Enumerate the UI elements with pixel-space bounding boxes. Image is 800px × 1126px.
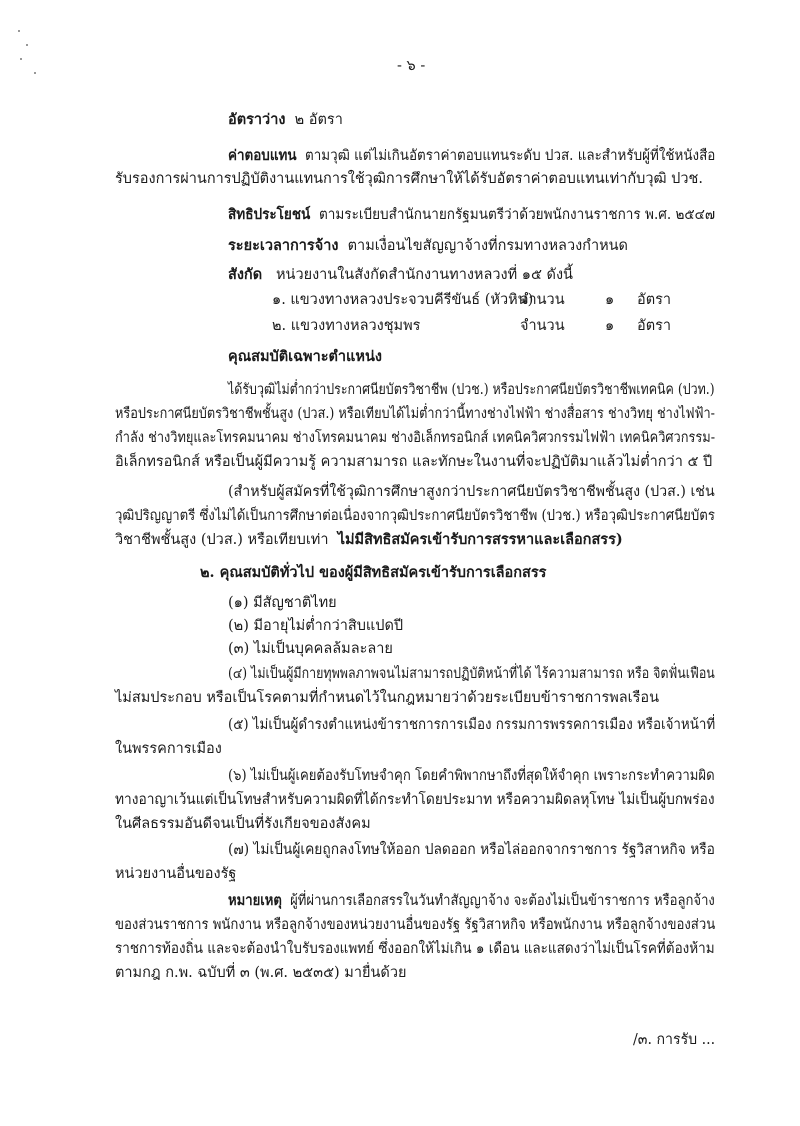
compensation-text-cont: รับรองการผ่านการปฏิบัติงานแทนการใช้วุฒิการศึกษาให้ได้รับอัตราค่าตอบแทนเท่ากับวุฒิ ปวช. [115,171,703,187]
benefits-line [228,205,715,225]
qualification-item: (๖) ไม่เป็นผู้เคยต้องรับโทษจำคุก โดยคำพิพากษาถึงที่สุดให้จำคุก เพราะกระทำความผิด [228,768,715,784]
qualification-item: (๒) มีอายุไม่ต่ำกว่าสิบแปดปี [228,618,404,634]
employment-period-line [228,236,628,256]
qualification-item-cont: หน่วยงานอื่นของรัฐ [115,866,237,882]
affiliation-unit-count-label: จำนวน [520,318,565,334]
benefits-text: ตามระเบียบสำนักนายกรัฐมนตรีว่าด้วยพนักงานราชการ พ.ศ. ๒๕๔๗ [318,207,716,223]
paragraph-line: วุฒิปริญญาตรี ซึ่งไม่ได้เป็นการศึกษาต่อเนื่องจากวุฒิประกาศนียบัตรวิชาชีพ (ปวช.) หรือวุฒิประกาศนียบัตร [115,508,715,524]
affiliation-unit-name: ๒. แขวงทางหลวงชุมพร [272,318,421,334]
benefits-label: สิทธิประโยชน์ [228,206,311,223]
scan-speck [34,72,36,74]
remark-text: ผู้ที่ผ่านการเลือกสรรในวันทำสัญญาจ้าง จะต้องไม่เป็นข้าราชการ หรือลูกจ้าง [290,893,715,909]
paragraph-line [115,530,623,550]
vacancies-value: ๒ อัตรา [294,112,343,128]
general-qualifications-heading: ๒. คุณสมบัติทั่วไป ของผู้มีสิทธิสมัครเข้ารับการเลือกสรร [200,564,547,581]
scan-speck [26,44,28,46]
remark-label: หมายเหตุ [228,892,282,909]
affiliation-unit-count: ๑ [605,292,615,308]
qualification-item: (๕) ไม่เป็นผู้ดำรงตำแหน่งข้าราชการการเมือง กรรมการพรรคการเมือง หรือเจ้าหน้าที่ [228,717,716,733]
affiliation-unit-unit: อัตรา [637,292,672,308]
compensation-label: ค่าตอบแทน [228,147,297,164]
paragraph-line: หรือประกาศนียบัตรวิชาชีพชั้นสูง (ปวส.) หรือเทียบได้ไม่ต่ำกว่านี้ทางช่างไฟฟ้า ช่างสื่อสาร ช่างวิทยุ ช่างไฟฟ้า- [115,406,715,422]
affiliation-label: สังกัด [228,266,263,283]
specific-qualifications-heading: คุณสมบัติเฉพาะตำแหน่ง [228,348,382,365]
vacancies-label: อัตราว่าง [228,111,286,128]
paragraph-line: (สำหรับผู้สมัครที่ใช้วุฒิการศึกษาสูงกว่าประกาศนียบัตรวิชาชีพชั้นสูง (ปวส.) เช่น [228,484,715,500]
remark-text-cont: ของส่วนราชการ พนักงาน หรือลูกจ้างของหน่วยงานอื่นของรัฐ รัฐวิสาหกิจ หรือพนักงาน หรือลูกจ้างของส่วน [115,917,716,933]
compensation-line [228,146,715,166]
paragraph-line: อิเล็กทรอนิกส์ หรือเป็นผู้มีความรู้ ความสามารถ และทักษะในงานที่จะปฏิบัติมาแล้วไม่ต่ำกว่า ๕ ปี [115,454,713,470]
affiliation-unit-count: ๑ [605,318,615,334]
scan-speck [20,58,22,60]
page-number: - ๖ - [397,58,426,74]
qualification-item-cont: ไม่สมประกอบ หรือเป็นโรคตามที่กำหนดไว้ในกฎหมายว่าด้วยระเบียบข้าราชการพลเรือน [115,690,660,706]
qualification-item-cont: ในศีลธรรมอันดีจนเป็นที่รังเกียจของสังคม [115,816,371,832]
qualification-item: (๑) มีสัญชาติไทย [228,595,337,611]
remark-text-cont: ราชการท้องถิ่น และจะต้องนำใบรับรองแพทย์ ซึ่งออกให้ไม่เกิน ๑ เดือน และแสดงว่าไม่เป็นโรคที่ต้องห้าม [115,941,715,957]
paragraph-text: วิชาชีพชั้นสูง (ปวส.) หรือเทียบเท่า [115,532,329,548]
qualification-item: (๓) ไม่เป็นบุคคลล้มละลาย [228,641,393,657]
remark-text-cont: ตามกฎ ก.พ. ฉบับที่ ๓ (พ.ศ. ๒๕๓๕) มายื่นด้วย [115,965,407,981]
affiliation-line [228,265,573,285]
affiliation-text: หน่วยงานในสังกัดสำนักงานทางหลวงที่ ๑๕ ดังนี้ [275,267,573,283]
vacancies-line [228,110,343,130]
qualification-item: (๔) ไม่เป็นผู้มีกายทุพพลภาพจนไม่สามารถปฏิบัติหน้าที่ได้ ไร้ความสามารถ หรือ จิตฟั่นเฟือน [228,666,715,682]
paragraph-line: กำลัง ช่างวิทยุและโทรคมนาคม ช่างโทรคมนาคม ช่างอิเล็กทรอนิกส์ เทคนิควิศวกรรมไฟฟ้า เทคนิควิศวกรรม- [115,430,716,446]
qualification-item-cont: ในพรรคการเมือง [115,741,222,757]
paragraph-line: ได้รับวุฒิไม่ต่ำกว่าประกาศนียบัตรวิชาชีพ (ปวช.) หรือประกาศนียบัตรวิชาชีพเทคนิค (ปวท.) [228,382,715,398]
employment-period-text: ตามเงื่อนไขสัญญาจ้างที่กรมทางหลวงกำหนด [347,238,628,254]
affiliation-unit-unit: อัตรา [637,318,672,334]
affiliation-unit-name: ๑. แขวงทางหลวงประจวบคีรีขันธ์ (หัวหิน) [272,292,534,308]
scan-speck [18,30,20,32]
no-eligibility-note: ไม่มีสิทธิสมัครเข้ารับการสรรหาและเลือกสรร) [337,531,623,548]
qualification-item: (๗) ไม่เป็นผู้เคยถูกลงโทษให้ออก ปลดออก หรือไล่ออกจากราชการ รัฐวิสาหกิจ หรือ [228,842,715,858]
employment-period-label: ระยะเวลาการจ้าง [228,237,339,254]
affiliation-unit-count-label: จำนวน [520,292,565,308]
remark-line [228,891,715,911]
qualification-item-cont: ทางอาญาเว้นแต่เป็นโทษสำหรับความผิดที่ได้กระทำโดยประมาท หรือความผิดลหุโทษ ไม่เป็นผู้บกพร่อง [115,792,715,808]
compensation-text: ตามวุฒิ แต่ไม่เกินอัตราค่าตอบแทนระดับ ปวส. และสำหรับผู้ที่ใช้หนังสือ [305,148,716,164]
continuation-marker: /๓. การรับ ... [633,1032,716,1048]
